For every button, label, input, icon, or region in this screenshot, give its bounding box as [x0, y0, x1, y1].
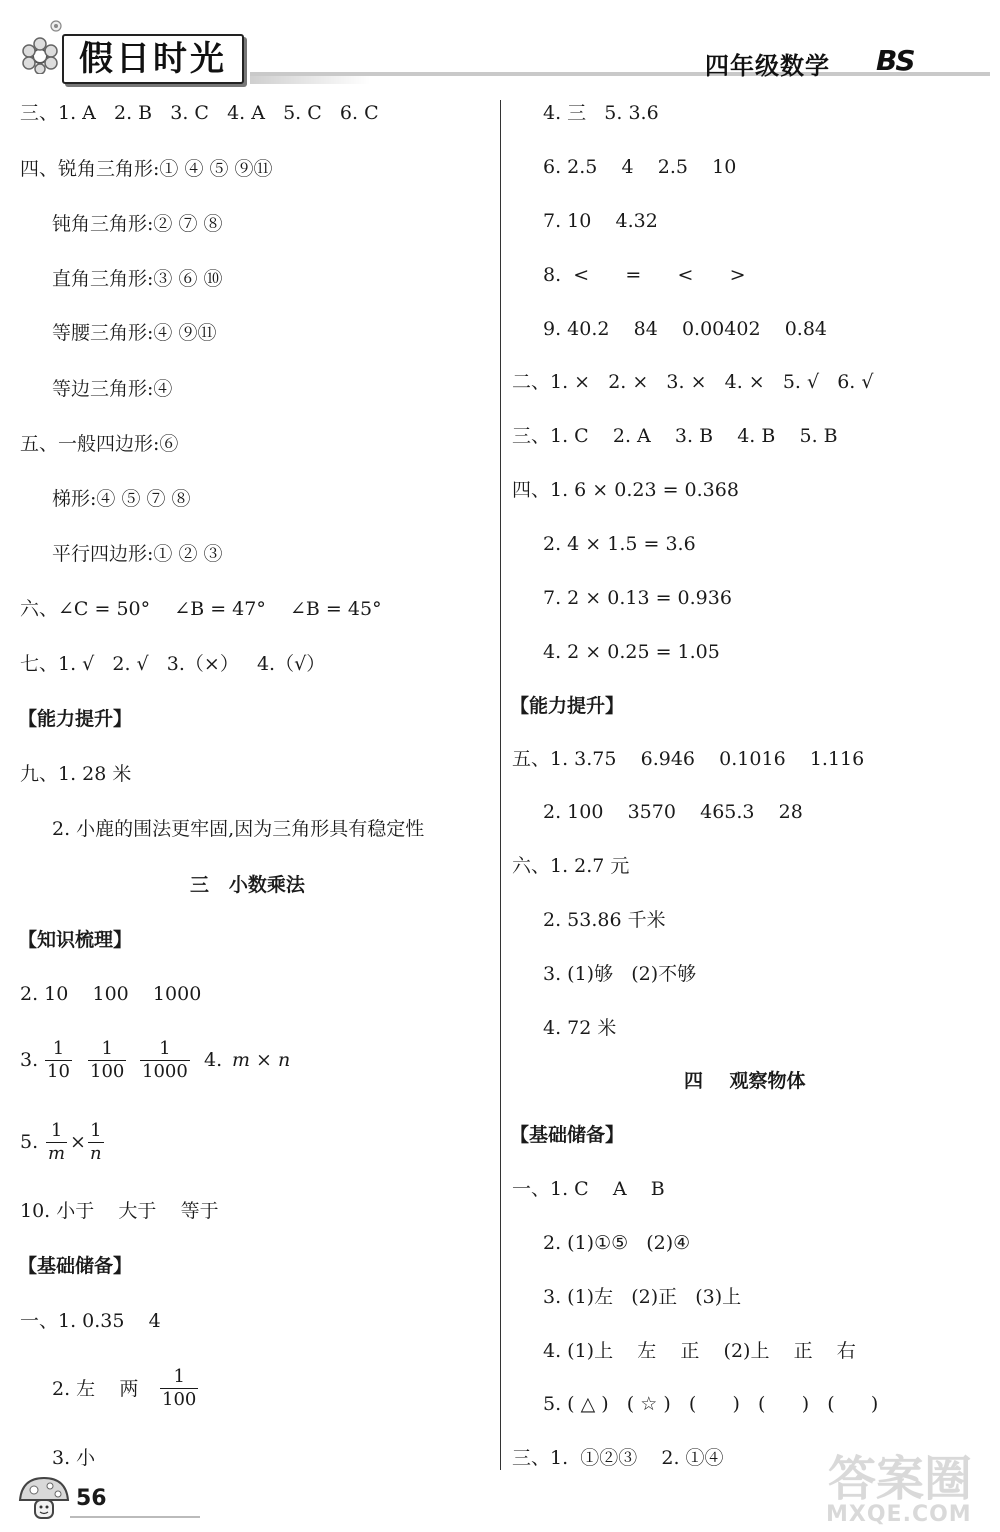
- fraction-denominator: 100: [90, 1061, 125, 1082]
- subsection-heading: 【能力提升】: [510, 695, 625, 717]
- header-rule-fade: [250, 76, 370, 84]
- answer-line: 8. < = < >: [543, 264, 746, 286]
- fraction: [46, 1120, 67, 1165]
- watermark: [818, 1440, 996, 1530]
- fraction-numerator: 1: [101, 1038, 113, 1059]
- answer-line: 五、1. 3.75 6.946 0.1016 1.116: [512, 748, 865, 770]
- edition-mark: BS: [876, 44, 914, 77]
- column-divider: [500, 100, 501, 1470]
- fraction-denominator: 100: [162, 1389, 197, 1410]
- fraction: [160, 1366, 198, 1411]
- fraction-denominator: m: [48, 1143, 66, 1164]
- answer-line: 5. ( △ ) ( ☆ ) ( ) ( ) ( ): [543, 1393, 879, 1415]
- page-number: 56: [76, 1486, 107, 1511]
- answer-line: 2. 100 3570 465.3 28: [543, 801, 803, 823]
- book-title: 假日时光: [62, 34, 244, 84]
- answer-line: 2. 10 100 1000: [20, 983, 202, 1005]
- answer-line: 10. 小于 大于 等于: [20, 1200, 219, 1222]
- answer-line: 七、1. √ 2. √ 3.（×） 4.（√）: [20, 653, 326, 675]
- answer-line: 7. 2 × 0.13 = 0.936: [543, 587, 732, 609]
- answer-line: 3. (1)左 (2)正 (3)上: [543, 1286, 742, 1308]
- math-expression: m × n: [232, 1049, 291, 1071]
- fraction-numerator: 1: [50, 1120, 63, 1141]
- answer-line: 4. 72 米: [543, 1017, 617, 1039]
- watermark-text: 答案圈: [828, 1451, 973, 1507]
- answer-label: 3.: [20, 1049, 39, 1071]
- answer-line: 四、1. 6 × 0.23 = 0.368: [512, 479, 739, 501]
- grade-subject: 四年级数学: [705, 52, 830, 80]
- fraction-denominator: 10: [47, 1061, 70, 1082]
- fraction: [88, 1038, 126, 1083]
- answer-line: 4. 2 × 0.25 = 1.05: [543, 641, 720, 663]
- subsection-heading: 【知识梳理】: [18, 929, 133, 951]
- answer-line: 五、一般四边形:⑥: [20, 433, 179, 455]
- fraction-numerator: 1: [159, 1038, 171, 1059]
- subsection-heading: 【基础储备】: [18, 1255, 133, 1277]
- answer-line: 一、1. 0.35 4: [20, 1310, 161, 1332]
- answer-line: 四、锐角三角形:① ④ ⑤ ⑨⑪: [20, 158, 273, 180]
- section-heading: 三 小数乘法: [190, 874, 305, 896]
- answer-line: 三、1. A 2. B 3. C 4. A 5. C 6. C: [20, 102, 379, 124]
- answer-line: 平行四边形:① ② ③: [52, 543, 223, 565]
- mushroom-icon: [16, 1474, 72, 1524]
- answer-line: 三、1. ①②③ 2. ①④: [512, 1447, 724, 1469]
- answer-line: 二、1. × 2. × 3. × 4. × 5. √ 6. √: [512, 371, 874, 393]
- answer-line: 2. 小鹿的围法更牢固,因为三角形具有稳定性: [52, 818, 425, 840]
- answer-line: 九、1. 28 米: [20, 763, 132, 785]
- watermark-url: MXQE.COM: [826, 1502, 972, 1527]
- fraction-denominator: n: [90, 1143, 102, 1164]
- section-heading: 四 观察物体: [684, 1070, 806, 1092]
- subsection-heading: 【能力提升】: [18, 708, 133, 730]
- answer-line: 直角三角形:③ ⑥ ⑩: [52, 268, 223, 290]
- fraction-numerator: 1: [52, 1038, 65, 1059]
- answer-line: 7. 10 4.32: [543, 210, 658, 232]
- page-rule: [70, 1516, 200, 1518]
- answer-line: 等腰三角形:④ ⑨⑪: [52, 322, 217, 344]
- times-sign: ×: [70, 1131, 86, 1153]
- answer-label: 2. 左 两: [52, 1378, 139, 1400]
- answer-line: 梯形:④ ⑤ ⑦ ⑧: [52, 488, 191, 510]
- flower-icon: [18, 18, 64, 74]
- answer-line: 4. (1)上 左 正 (2)上 正 右: [543, 1340, 856, 1362]
- fraction: [88, 1120, 104, 1165]
- answer-line: 钝角三角形:② ⑦ ⑧: [52, 213, 223, 235]
- answer-line: 6. 2.5 4 2.5 10: [543, 156, 737, 178]
- answer-line: 六、∠C = 50° ∠B = 47° ∠B = 45°: [20, 598, 382, 620]
- fraction-numerator: 1: [90, 1120, 102, 1141]
- answer-line: 一、1. C A B: [512, 1178, 665, 1200]
- answer-line: 2. 53.86 千米: [543, 909, 666, 931]
- answer-line: 等边三角形:④: [52, 378, 173, 400]
- answer-line: 2. (1)①⑤ (2)④: [543, 1232, 691, 1254]
- answer-label: 5.: [20, 1131, 39, 1153]
- fraction: [140, 1038, 190, 1083]
- answer-label: 4.: [204, 1049, 223, 1071]
- answer-line: 三、1. C 2. A 3. B 4. B 5. B: [512, 425, 838, 447]
- answer-line: 六、1. 2.7 元: [512, 855, 630, 877]
- answer-line: 9. 40.2 84 0.00402 0.84: [543, 318, 827, 340]
- subsection-heading: 【基础储备】: [510, 1124, 625, 1146]
- fraction: [45, 1038, 72, 1083]
- fraction-denominator: 1000: [142, 1061, 188, 1082]
- page-header: [0, 0, 1000, 95]
- answer-line: 3. 小: [52, 1447, 96, 1469]
- answer-line: 3. (1)够 (2)不够: [543, 963, 697, 985]
- answer-line: 4. 三 5. 3.6: [543, 102, 659, 124]
- answer-line: 2. 4 × 1.5 = 3.6: [543, 533, 696, 555]
- fraction-numerator: 1: [173, 1366, 185, 1387]
